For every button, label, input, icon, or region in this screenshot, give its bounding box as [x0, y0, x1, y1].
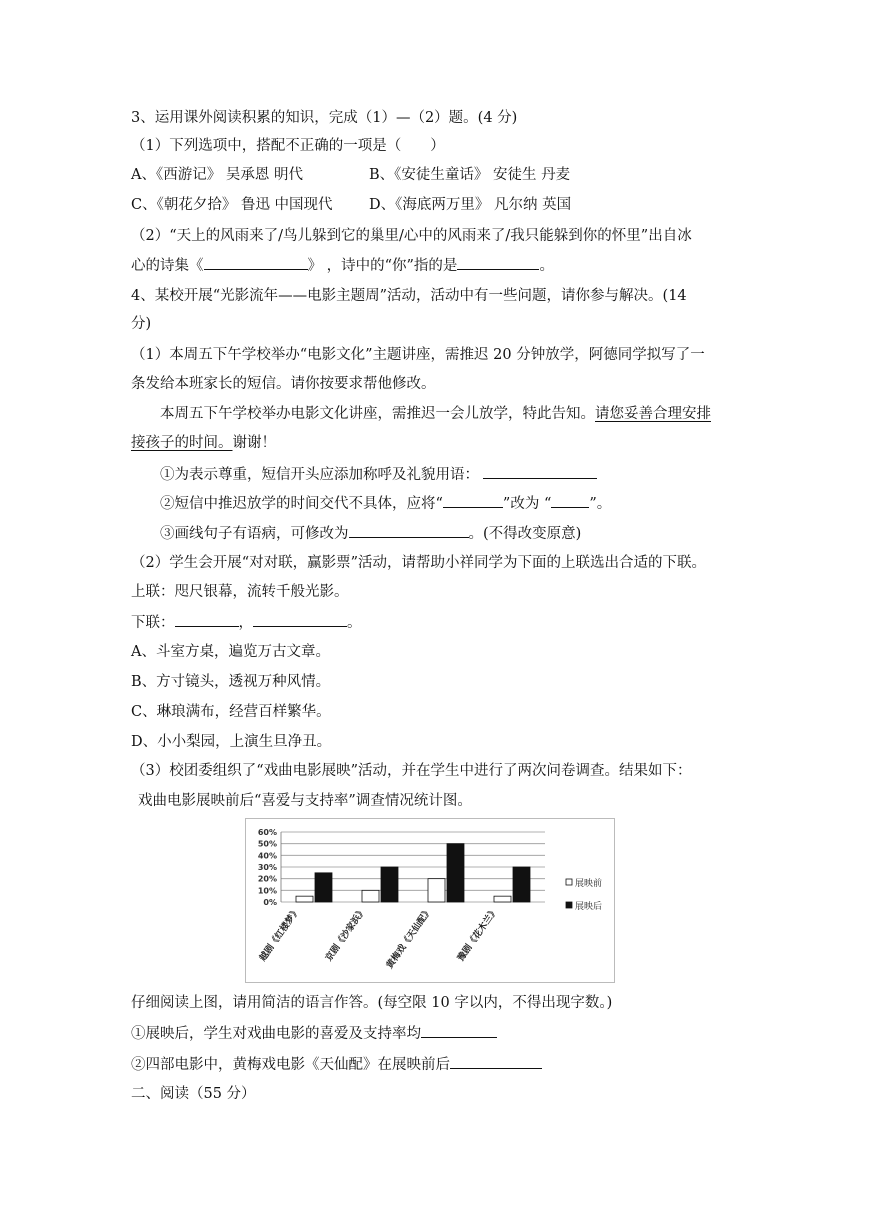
q4-p1-line2: 条发给本班家长的短信。请你按要求帮他修改。 — [131, 376, 436, 392]
answer-blank[interactable] — [253, 612, 347, 627]
bar-before — [428, 879, 445, 902]
answer-blank[interactable] — [443, 493, 503, 508]
legend-swatch — [566, 879, 572, 885]
q4-p1-line1: （1）本周五下午学校举办“电影文化”主题讲座，需推迟 20 分钟放学，阿德同学拟写了一 — [131, 347, 705, 363]
sms-line2 — [131, 433, 276, 453]
q3-sub2-mid: 》 ，诗中的“你”指的是 — [307, 258, 458, 274]
q4-p2-option-c: C、琳琅满布，经营百样繁华。 — [131, 704, 331, 720]
q4-sub1-text: ①为表示尊重，短信开头应添加称呼及礼貌用语： — [160, 467, 479, 483]
x-category-label: 黄梅戏《天仙配》 — [384, 905, 435, 971]
sms-thanks: 谢谢！ — [232, 435, 276, 451]
q4-p2-option-d: D、小小梨园，上演生旦净丑。 — [131, 734, 332, 750]
chart-caption: 戏曲电影展映前后“喜爱与支持率”调查情况统计图。 — [138, 793, 472, 809]
x-category-label: 京剧《沙家浜》 — [324, 905, 369, 964]
q4-sub2-mid: ”改为 “ — [502, 496, 552, 512]
q3-option-b: B、《安徒生童话》 安徒生 丹麦 — [369, 167, 571, 183]
bar-chart — [245, 818, 615, 983]
bar-after — [447, 844, 464, 902]
answer-blank[interactable] — [421, 1023, 497, 1038]
q3-option-a: A、《西游记》 吴承恩 明代 — [131, 167, 303, 183]
q4-p2-upper: 上联：咫尺银幕，流转千般光影。 — [131, 584, 349, 600]
q3-sub2-line1: （2）“天上的风雨来了/鸟儿躲到它的巢里/心中的风雨来了/我只能躲到你的怀里”出自冰 — [131, 228, 692, 244]
q4-p2-lower — [131, 612, 362, 633]
q4-p3-instruction: 仔细阅读上图，请用简洁的语言作答。(每空限 10 字以内，不得出现字数。) — [131, 995, 613, 1011]
q4-title-line2: 分) — [131, 316, 152, 332]
q4-p3-q2 — [131, 1054, 542, 1075]
sms-underlined-sentence-end: 接孩子的时间。 — [131, 435, 233, 451]
q4-sub1 — [160, 464, 597, 485]
answer-blank[interactable] — [457, 255, 539, 270]
q3-sub2-end: 。 — [539, 258, 554, 274]
legend-swatch — [566, 902, 572, 908]
q4-p2-stem: （2）学生会开展“对对联，赢影票”活动，请帮助小祥同学为下面的上联选出合适的下联。 — [131, 555, 707, 571]
bar-before — [296, 896, 313, 902]
q4-p2-comma: ， — [238, 615, 253, 631]
q4-sub2 — [160, 493, 611, 514]
y-tick-label: 10% — [257, 886, 277, 896]
sms-line1 — [160, 404, 711, 424]
q3-sub2-pre: 心的诗集《 — [131, 258, 204, 274]
answer-blank[interactable] — [450, 1054, 542, 1069]
q4-sub2-pre: ②短信中推迟放学的时间交代不具体，应将“ — [160, 496, 443, 512]
bar-before — [494, 896, 511, 902]
y-tick-label: 20% — [257, 874, 277, 884]
x-category-label: 越剧《红楼梦》 — [258, 905, 303, 964]
legend-label: 展映前 — [575, 879, 603, 889]
q4-p2-option-a: A、斗室方桌，遍览万古文章。 — [131, 644, 330, 660]
y-tick-label: 50% — [257, 839, 277, 849]
q4-p3-stem: （3）校团委组织了“戏曲电影展映”活动，并在学生中进行了两次问卷调查。结果如下： — [131, 763, 692, 779]
sms-underlined-sentence: 请您妥善合理安排 — [595, 406, 711, 422]
bar-after — [513, 867, 530, 902]
q4-title-line1: 4、某校开展“光影流年——电影主题周”活动，活动中有一些问题，请你参与解决。(14 — [131, 288, 687, 304]
answer-blank[interactable] — [483, 464, 597, 479]
answer-blank[interactable] — [175, 612, 239, 627]
legend-label: 展映后 — [575, 902, 603, 912]
q4-p2-lower-label: 下联： — [131, 615, 175, 631]
y-tick-label: 30% — [257, 863, 277, 872]
bar-after — [315, 873, 332, 902]
y-tick-label: 60% — [257, 828, 277, 837]
q3-sub1-stem: （1）下列选项中，搭配不正确的一项是（ ） — [131, 138, 445, 154]
q4-sub3-end: 。(不得改变原意) — [468, 526, 582, 542]
sms-text: 本周五下午学校举办电影文化讲座，需推迟一会儿放学，特此告知。 — [160, 406, 595, 422]
q4-sub2-end: ”。 — [589, 496, 612, 512]
q3-title: 3、运用课外阅读积累的知识，完成（1）—（2）题。(4 分) — [131, 110, 518, 126]
bar-after — [381, 867, 398, 902]
q4-p3-q1-text: ①展映后，学生对戏曲电影的喜爱及支持率均 — [131, 1026, 421, 1042]
answer-blank[interactable] — [551, 493, 589, 508]
q4-p3-q2-text: ②四部电影中，黄梅戏电影《天仙配》在展映前后 — [131, 1057, 450, 1073]
section-2-heading: 二、阅读（55 分） — [131, 1086, 256, 1102]
q4-sub3-pre: ③画线句子有语病，可修改为 — [160, 526, 349, 542]
answer-blank[interactable] — [349, 523, 469, 538]
y-tick-label: 40% — [257, 851, 277, 861]
q4-p2-option-b: B、方寸镜头，透视万种风情。 — [131, 674, 331, 690]
q3-option-c: C、《朝花夕拾》 鲁迅 中国现代 — [131, 197, 333, 213]
q4-p2-period: 。 — [347, 615, 362, 631]
x-category-label: 豫剧《花木兰》 — [456, 905, 501, 964]
q3-option-d: D、《海底两万里》 凡尔纳 英国 — [369, 197, 572, 213]
q4-p3-q1 — [131, 1023, 497, 1044]
y-tick-label: 0% — [263, 898, 277, 907]
answer-blank[interactable] — [204, 255, 308, 270]
bar-before — [362, 890, 379, 902]
q4-sub3 — [160, 523, 581, 544]
q3-sub2-line2 — [131, 255, 554, 276]
